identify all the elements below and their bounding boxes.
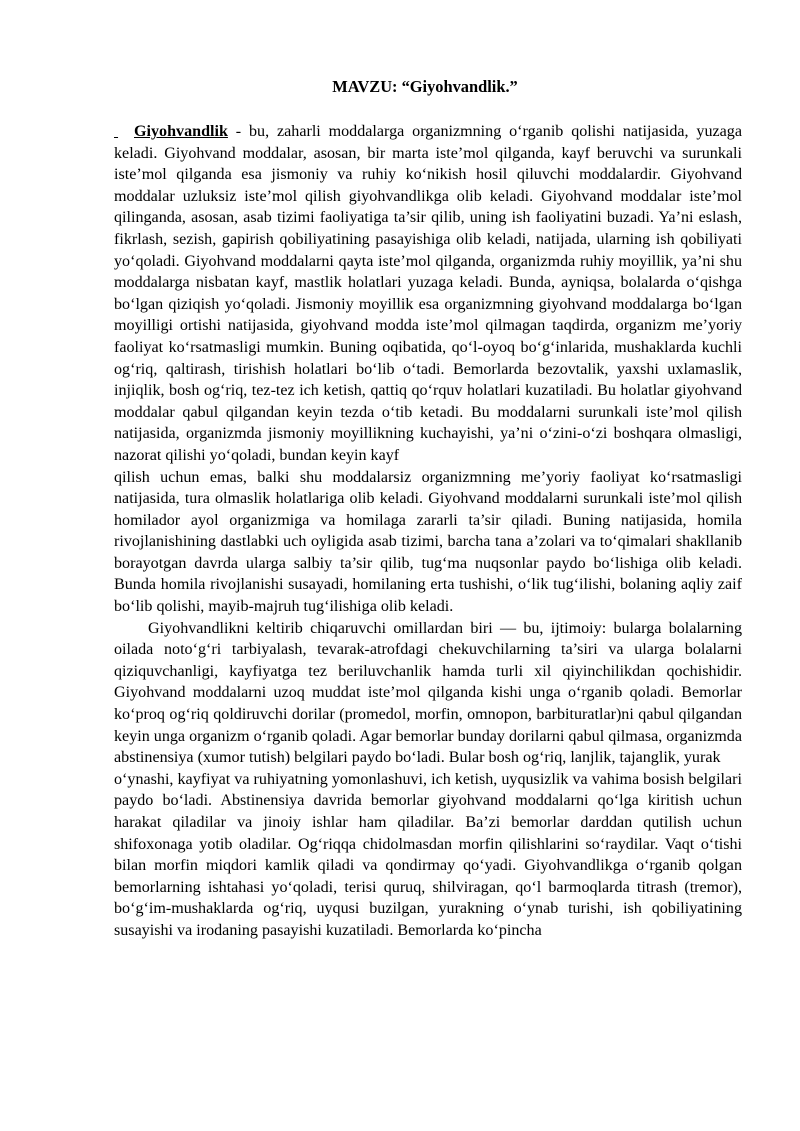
document-title: MAVZU: “Giyohvandlik.”: [332, 77, 518, 96]
paragraph-2-text-a: Giyohvandlikni keltirib chiqaruvchi omillardan biri — bu, ijtimoiy: bularga bolalarning oilada noto‘g‘ri tarbiyalash, tevarak-atrofdagi chekuvchilarning ta’siri va ularga bolalarni qiziquvchanligi, kayfiyatga tez beriluvchanlik hamda turli xil qiyinchilikdan qochishidir. Giyohvand moddalarni uzoq muddat iste’mol qilganda kishi unga o‘rganib qoladi. Bemorlar ko‘proq og‘riq qoldiruvchi dorilar (promedol, morfin, omnopon, barbituratlar)ni qabul qilgandan keyin unga organizm o‘rganib qoladi. Agar bemorlar bunday dorilarni qabul qilmasa, organizmda abstinensiya (xumor tutish) belgilari paydo bo‘ladi. Bular bosh og‘riq, lanjlik, tajanglik, yurak: [114, 619, 742, 767]
paragraph-1: [114, 121, 742, 618]
paragraph-1-text-b: qilish uchun emas, balki shu moddalarsiz organizmning me’yoriy faoliyat ko‘rsatmasligi natijasida, tura olmaslik holatlariga olib keladi. Giyohvand moddalarni surunkali iste’mol qilish homilador ayol organizmiga va homilaga zararli ta’sir qiladi. Buning natijasida, homila rivojlanishining dastlabki uch oyligida asab tizimi, barcha tana a’zolari va to‘qimalari shakllanib borayotgan davrda ularga salbiy ta’sir qilib, tug‘ma nuqsonlar paydo bo‘lishiga olib keladi. Bunda homila rivojlanishi susayadi, homilaning erta tushishi, o‘lik tug‘ilishi, bolaning aqliy zaif bo‘lib qolishi, mayib-majruh tug‘ilishiga olib keladi.: [114, 468, 742, 616]
paragraph-2-text-b: o‘ynashi, kayfiyat va ruhiyatning yomonlashuvi, ich ketish, uyqusizlik va vahima bosish belgilari paydo bo‘ladi. Abstinensiya davrida bemorlar giyohvand moddalarni qo‘lga kiritish uchun harakat qiladilar va jinoiy ishlar ham qiladilar. Ba’zi bemorlar darddan qutilish uchun shifoxonaga yotib oladilar. Og‘riqqa chidolmasdan morfin qilishlarini so‘raydilar. Vaqt o‘tishi bilan morfin miqdori kamlik qiladi va qondirmay qo‘yadi. Giyohvandlikga o‘rganib qolgan bemorlarning ishtahasi yo‘qoladi, terisi quruq, shilviragan, qo‘l barmoqlarda titrash (tremor), bo‘g‘im-mushaklarda og‘riq, uyqusi buzilgan, yurakning o‘ynab turishi, ish qobiliyatining susayishi va irodaning pasayishi kuzatiladi. Bemorlarda ko‘pincha: [114, 770, 742, 939]
paragraph-1-text-a: - bu, zaharli moddalarga organizmning o‘rganib qolishi natijasida, yuzaga keladi. Giyohvand moddalar, asosan, bir marta iste’mol qilganda, kayf beruvchi va surunkali iste’mol qilganda esa jismoniy va ruhiy ko‘nikish hosil qiluvchi moddalardir. Giyohvand moddalar uzluksiz iste’mol qilish giyohvandlikga olib keladi. Giyohvand moddalar iste’mol qilinganda, asosan, asab tizimi faoliyatiga ta’sir qilib, uning ish faoliyatini buzadi. Ya’ni eslash, fikrlash, sezish, gapirish qobiliyatining pasayishiga olib keladi, natijada, ularning ish qobiliyati yo‘qoladi. Giyohvand moddalarni qayta iste’mol qilganda, organizmda ruhiy moyillik, ya’ni shu moddalarga nisbatan kayf, mastlik holatlari yuzaga keladi. Bunda, ayniqsa, bolalarda o‘qishga bo‘lgan qiziqish yo‘qoladi. Jismoniy moyillik esa organizmning giyohvand moddalarga bo‘lgan moyilligi ortishi natijasida, giyohvand modda iste’mol qilmagan taqdirda, organizm me’yoriy faoliyat ko‘rsatmasligi mumkin. Buning oqibatida, qo‘l-oyoq bo‘g‘inlarida, mushaklarda kuchli og‘riq, qaltirash, tirishish holatlari bo‘lib o‘tadi. Bemorlarda bezovtalik, yaxshi uxlamaslik, injiqlik, bosh og‘riq, tez-tez ich ketish, qattiq qo‘rquv holatlari kuzatiladi. Bu holatlar giyohvand moddalar qabul qilgandan keyin tezda o‘tib ketadi. Bu moddalarni surunkali iste’mol qilish natijasida, organizmda jismoniy moyillikning kuchayishi, ya’ni o‘zini-o‘zi boshqara olmasligi, nazorat qilishi yo‘qoladi, bundan keyin kayf: [114, 123, 742, 464]
underlined-indent: [114, 121, 134, 143]
paragraph-2: [114, 618, 742, 942]
defined-term: Giyohvandlik: [134, 123, 228, 140]
document-body: [114, 121, 742, 942]
